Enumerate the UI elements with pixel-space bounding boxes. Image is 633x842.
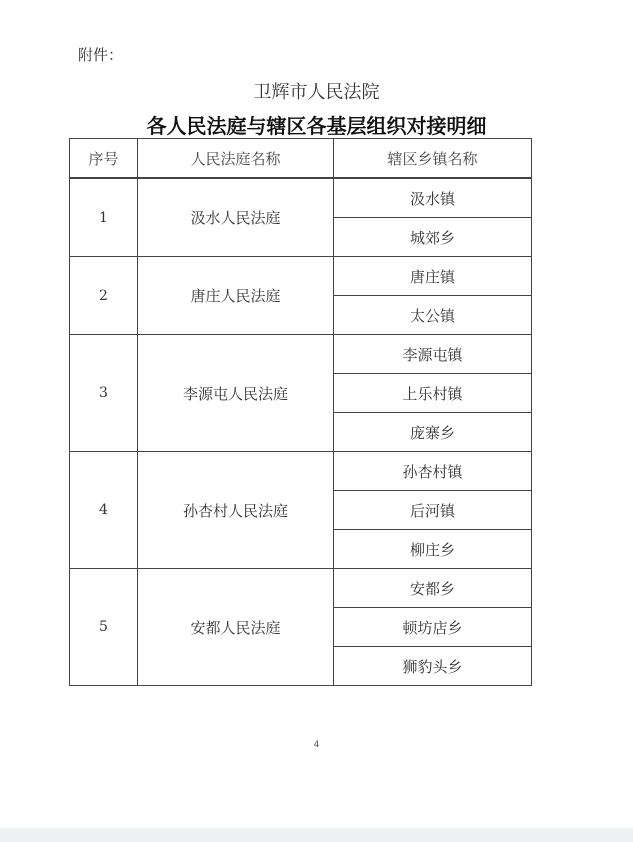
page-number: 4 bbox=[313, 740, 320, 750]
town-name-cell: 庞寨乡 bbox=[334, 413, 532, 452]
town-name-cell: 狮豹头乡 bbox=[334, 647, 532, 686]
town-name-cell: 安都乡 bbox=[334, 569, 532, 608]
header-serial-number: 序号 bbox=[70, 139, 138, 178]
town-name-cell: 李源屯镇 bbox=[334, 335, 532, 374]
table-row bbox=[70, 257, 532, 296]
town-name-cell: 后河镇 bbox=[334, 491, 532, 530]
court-name-cell: 唐庄人民法庭 bbox=[138, 257, 334, 335]
town-name-cell: 孙杏村镇 bbox=[334, 452, 532, 491]
town-name-cell: 顿坊店乡 bbox=[334, 608, 532, 647]
serial-number-cell: 2 bbox=[70, 257, 138, 335]
serial-number-cell: 4 bbox=[70, 452, 138, 569]
court-name-cell: 孙杏村人民法庭 bbox=[138, 452, 334, 569]
court-name-cell: 李源屯人民法庭 bbox=[138, 335, 334, 452]
document-title-main: 各人民法庭与辖区各基层组织对接明细 bbox=[146, 114, 487, 138]
header-court-name: 人民法庭名称 bbox=[138, 139, 334, 178]
table-header-row bbox=[70, 139, 532, 178]
court-name-cell: 汲水人民法庭 bbox=[138, 179, 334, 257]
serial-number-cell: 5 bbox=[70, 569, 138, 686]
table-row bbox=[70, 452, 532, 491]
town-name-cell: 城郊乡 bbox=[334, 218, 532, 257]
attachment-label: 附件： bbox=[78, 46, 124, 64]
header-town-name: 辖区乡镇名称 bbox=[334, 139, 532, 178]
serial-number-cell: 3 bbox=[70, 335, 138, 452]
table-row bbox=[70, 335, 532, 374]
court-town-table bbox=[69, 138, 532, 686]
table-row bbox=[70, 569, 532, 608]
document-title-court: 卫辉市人民法院 bbox=[253, 82, 380, 103]
town-name-cell: 上乐村镇 bbox=[334, 374, 532, 413]
town-name-cell: 唐庄镇 bbox=[334, 257, 532, 296]
table-row bbox=[70, 179, 532, 218]
serial-number-cell: 1 bbox=[70, 179, 138, 257]
town-name-cell: 太公镇 bbox=[334, 296, 532, 335]
town-name-cell: 汲水镇 bbox=[334, 179, 532, 218]
court-name-cell: 安都人民法庭 bbox=[138, 569, 334, 686]
town-name-cell: 柳庄乡 bbox=[334, 530, 532, 569]
